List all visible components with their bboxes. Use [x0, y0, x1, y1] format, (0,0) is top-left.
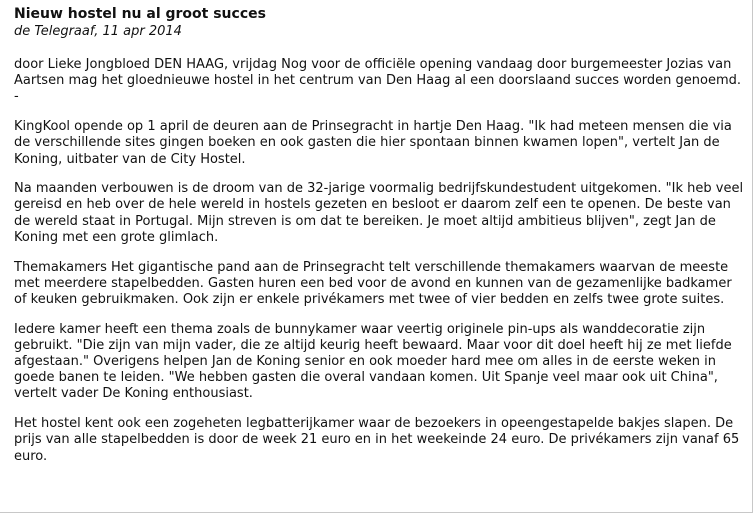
article-paragraph: Themakamers Het gigantische pand aan de Prinsegracht telt verschillende themakamers waarvan de meeste met meerdere stapelbedden. Gasten huren een bed voor de avond en kunnen van de gezamenlijke badkamer of keuken gebruikmaken. Ook zijn er enkele privékamers met twee of vier bedden en zelfs twee grote suites. [14, 259, 732, 307]
article-paragraph: KingKool opende op 1 april de deuren aan de Prinsegracht in hartje Den Haag. "Ik had meteen mensen die via de verschillende sites gingen boeken en ook gasten die hier spontaan binnen kwamen lopen", vertelt Jan de Koning, uitbater van de City Hostel. [14, 119, 732, 167]
article-source: de Telegraaf, 11 apr 2014 [14, 24, 182, 39]
article-paragraph: Na maanden verbouwen is de droom van de 32-jarige voormalig bedrijfskundestudent uitgekomen. "Ik heb veel gereisd en heb over de hele wereld in hostels gezeten en besloot er daarom zelf een te openen. De beste van de wereld staat in Portugal. Mijn streven is om dat te bereiken. Je moet altijd ambitieus blijven", zegt Jan de Koning met een grote glimlach. [14, 181, 744, 245]
article-title: Nieuw hostel nu al groot succes [14, 6, 266, 22]
article-paragraph: door Lieke Jongbloed DEN HAAG, vrijdag Nog voor de officiële opening vandaag door burgemeester Jozias van Aartsen mag het gloednieuwe hostel in het centrum van Den Haag al een doorslaand succes worden genoemd. - [14, 57, 742, 105]
article [14, 6, 744, 478]
article-paragraph: Het hostel kent ook een zogeheten legbatterijkamer waar de bezoekers in opeengestapelde bakjes slapen. De prijs van alle stapelbedden is door de week 21 euro en in het weekeinde 24 euro. De privékamers zijn vanaf 65 euro. [14, 416, 740, 464]
article-paragraph: Iedere kamer heeft een thema zoals de bunnykamer waar veertig originele pin-ups als wanddecoratie zijn gebruikt. "Die zijn van mijn vader, die ze altijd keurig heeft bewaard. Maar voor dit doel heeft hij ze met liefde afgestaan." Overigens helpen Jan de Koning senior en ook moeder hard mee om alles in de eerste weken in goede banen te leiden. "We hebben gasten die overal vandaan komen. Uit Spanje veel maar ook uit China", vertelt vader De Koning enthousiast. [14, 321, 732, 402]
